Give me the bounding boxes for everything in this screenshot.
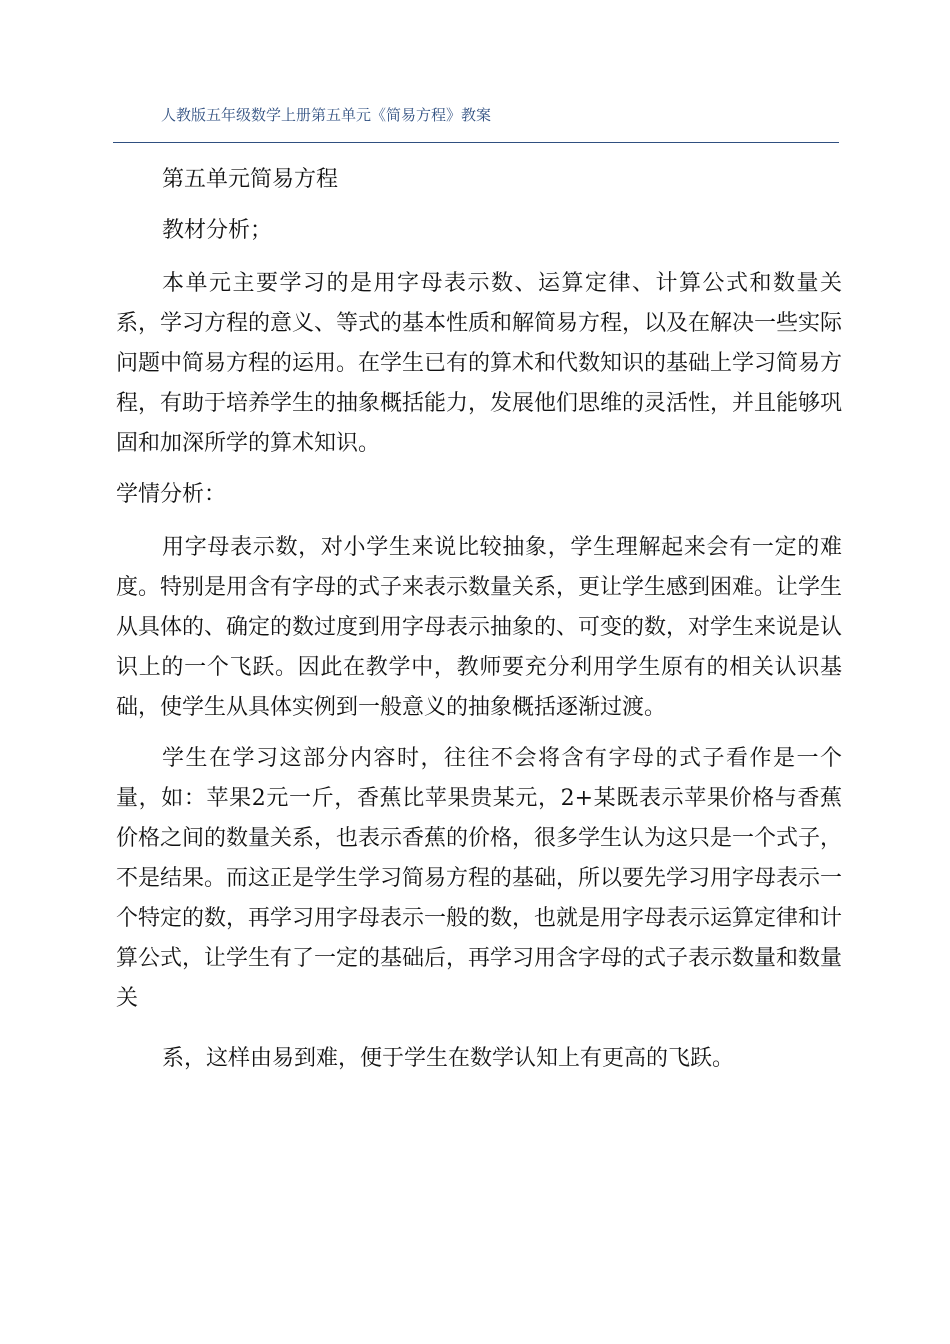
page-header-title: 人教版五年级数学上册第五单元《简易方程》教案 [161, 106, 492, 124]
student-analysis-paragraph-3: 系，这样由易到难，便于学生在数学认知上有更高的飞跃。 [162, 1046, 735, 1071]
student-analysis-paragraph-2: 学生在学习这部分内容时，往往不会将含有字母的式子看作是一个量，如：苹果2元一斤，香蕉比苹果贵某元，2+某既表示苹果价格与香蕉价格之间的数量关系，也表示香蕉的价格，很多学生认为这只是一个式子，不是结果。而这正是学生学习简易方程的基础，所以要先学习用字母表示一个特定的数，再学习用字母表示一般的数，也就是用字母表示运算定律和计算公式，让学生有了一定的基础后，再学习用含字母的式子表示数量和数量关 [116, 746, 843, 1011]
student-analysis-heading: 学情分析： [116, 482, 227, 507]
textbook-analysis-heading: 教材分析； [162, 218, 273, 243]
student-analysis-paragraph-1: 用字母表示数，对小学生来说比较抽象，学生理解起来会有一定的难度。特别是用含有字母的式子来表示数量关系，更让学生感到困难。让学生从具体的、确定的数过度到用字母表示抽象的、可变的数，对学生来说是认识上的一个飞跃。因此在教学中，教师要充分利用学生原有的相关认识基础，使学生从具体实例到一般意义的抽象概括逐渐过渡。 [116, 535, 843, 720]
unit-title: 第五单元简易方程 [162, 167, 339, 192]
textbook-analysis-paragraph: 本单元主要学习的是用字母表示数、运算定律、计算公式和数量关系，学习方程的意义、等式的基本性质和解简易方程，以及在解决一些实际问题中简易方程的运用。在学生已有的算术和代数知识的基础上学习简易方程，有助于培养学生的抽象概括能力，发展他们思维的灵活性，并且能够巩固和加深所学的算术知识。 [116, 271, 843, 456]
document-body [116, 160, 842, 1079]
header-divider [113, 142, 839, 143]
